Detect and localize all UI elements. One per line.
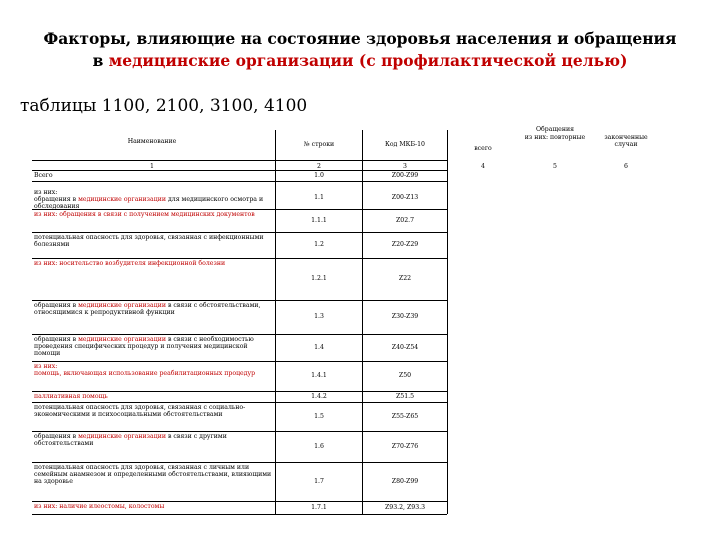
- row-icd-code: Z55-Z65: [391, 412, 419, 420]
- row-name-highlight: из них: обращения в связи с получением медицинских документов: [34, 211, 255, 218]
- row-name-text: потенциальная опасность для здоровья, связанная с личным или семейным анамнезом и определенными обстоятельствами, влияющими на здоровье: [34, 464, 272, 486]
- row-separator: [32, 431, 447, 432]
- row-separator: [32, 232, 447, 233]
- row-icd-code: Z50: [398, 372, 412, 379]
- row-name-text: в связи с необходимостью проведения специфических процедур и получения медицинской помощи: [34, 336, 254, 358]
- row-name-highlight: медицинские организации: [78, 196, 166, 204]
- row-icd-code: Z51.5: [395, 392, 415, 400]
- row-number: 1.2: [314, 241, 324, 248]
- row-name: [34, 189, 272, 211]
- row-number: 1.7: [314, 477, 324, 485]
- row-name-highlight: из них: носительство возбудителя инфекционной болезни: [34, 260, 226, 267]
- row-name: [34, 363, 272, 377]
- row-separator: [32, 361, 447, 362]
- row-separator: [32, 300, 447, 301]
- col-number-3: 3: [403, 163, 407, 170]
- col-number-4: 4: [481, 163, 485, 170]
- row-icd-code: Z22: [398, 275, 412, 282]
- title-line-2-highlight: медицинские организации (с профилактической целью): [108, 51, 628, 70]
- row-number: 1.6: [314, 442, 324, 450]
- row-name-text: потенциальная опасность для здоровья, связанная с социально-экономическими и психосоциальными обстоятельствами: [34, 404, 246, 419]
- row-icd-code: Z00-Z13: [391, 194, 419, 201]
- row-name-text: в связи с обстоятельствами, относящимися к репродуктивной функции: [34, 302, 261, 317]
- col-number-2: 2: [317, 163, 321, 170]
- row-icd-code: Z00-Z99: [391, 171, 419, 179]
- row-name-highlight: медицинские организации: [78, 336, 166, 343]
- row-name-text: обращения в: [34, 196, 79, 204]
- col-number-6: 6: [624, 163, 628, 170]
- row-name-text: Всего: [34, 172, 53, 179]
- row-name-text: обращения в: [34, 302, 79, 309]
- row-name: [34, 393, 272, 400]
- row-name-text: потенциальная опасность для здоровья, связанная с инфекционными болезнями: [34, 234, 264, 249]
- header-name: Наименование: [127, 138, 177, 145]
- row-separator: [32, 514, 447, 515]
- row-icd-code: Z70-Z76: [391, 442, 419, 450]
- row-name: [34, 211, 272, 218]
- row-name-highlight: из них: наличие илеостомы, колостомы: [34, 503, 165, 510]
- row-icd-code: Z20-Z29: [391, 241, 419, 248]
- row-name-highlight: из них:: [34, 363, 58, 370]
- col-number-5: 5: [553, 163, 557, 170]
- row-separator: [32, 501, 447, 502]
- row-name: [34, 404, 272, 418]
- col-number-1: 1: [150, 163, 154, 170]
- title-line-1: Факторы, влияющие на состояние здоровья населения и обращения: [43, 29, 677, 48]
- row-name: [34, 260, 272, 267]
- row-name: [34, 433, 272, 447]
- row-name: [34, 302, 272, 316]
- row-separator: [32, 334, 447, 335]
- header-row-number: № строки: [303, 141, 335, 148]
- row-name-text: для медицинского осмотра и обследования: [34, 196, 264, 211]
- row-separator: [32, 402, 447, 403]
- row-number: 1.7.1: [311, 503, 327, 511]
- row-name: [34, 172, 272, 179]
- row-number: 1.1: [314, 194, 324, 201]
- row-number: 1.3: [314, 313, 324, 320]
- row-name-text: обращения в: [34, 336, 79, 343]
- row-name: [34, 336, 272, 358]
- row-name-text: в связи с другими обстоятельствами: [34, 433, 227, 448]
- header-group-title: Обращения: [535, 126, 574, 133]
- header-repeat: из них: повторные: [524, 134, 586, 141]
- header-total: всего: [474, 145, 492, 152]
- row-number: 1.4: [314, 343, 324, 351]
- row-number: 1.5: [314, 412, 324, 420]
- row-icd-code: Z40-Z54: [391, 343, 419, 351]
- row-separator: [32, 258, 447, 259]
- row-number: 1.1.1: [311, 216, 327, 224]
- row-name: [34, 234, 272, 248]
- row-icd-code: Z02.7: [395, 216, 415, 224]
- row-name: [34, 503, 272, 510]
- row-name-highlight: помощь, включающая использование реабилитационных процедур: [34, 370, 256, 378]
- subtitle: таблицы 1100, 2100, 3100, 4100: [20, 96, 308, 116]
- row-number: 1.2.1: [311, 275, 327, 282]
- row-separator: [32, 181, 447, 182]
- row-name-text: обращения в: [34, 433, 79, 440]
- row-number: 1.4.1: [311, 372, 327, 379]
- row-icd-code: Z30-Z39: [391, 313, 419, 320]
- grid-line: [275, 130, 276, 514]
- grid-line: [362, 130, 363, 514]
- grid-line: [32, 160, 447, 161]
- title-line-2: [0, 50, 720, 72]
- title-line-2-prefix: в: [92, 51, 109, 70]
- row-name-text: из них:: [34, 189, 58, 196]
- row-number: 1.0: [314, 171, 324, 179]
- row-separator: [32, 462, 447, 463]
- row-icd-code: Z93.2, Z93.3: [384, 503, 426, 511]
- row-name: [34, 464, 272, 486]
- row-name-highlight: медицинские организации: [78, 433, 166, 440]
- header-icd-code: Код МКБ-10: [385, 141, 425, 148]
- grid-line: [447, 130, 448, 514]
- row-number: 1.4.2: [311, 392, 327, 400]
- row-icd-code: Z80-Z99: [391, 477, 419, 485]
- row-name-highlight: медицинские организации: [78, 302, 166, 309]
- header-completed: законченные случаи: [604, 134, 648, 149]
- row-name-highlight: паллиативная помощь: [34, 393, 108, 400]
